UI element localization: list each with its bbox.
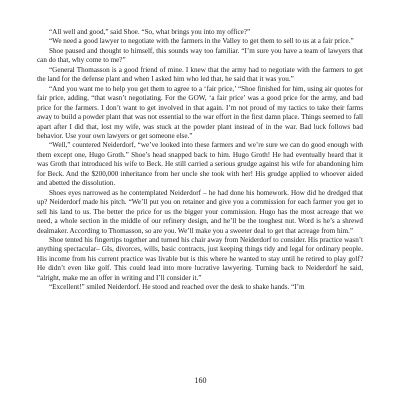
body-text: [37, 28, 363, 293]
paragraph: “We need a good lawyer to negotiate with the farmers in the Valley to get them to sell to us at a fair price.”: [49, 37, 354, 46]
paragraph: “General Thomasson is a good friend of mine. I knew that the army had to negotiate with the farmers to get the land for the defense plant and when I asked him who led that, he said that it was you.”: [37, 65, 363, 84]
page-number: 160: [194, 376, 207, 385]
paragraph: “Well,” countered Neiderdorf, “we’ve looked into these farmers and we’re sure we can do good enough with them except one, Hugo Groth.” Shoe’s head snapped back to him. Hugo Groth! He had eventually heard that it was Groth that introduced his wife to Beck. He still carried a serious grudge against his wife for abandoning him for Beck. And the $200,000 inheritance from her uncle she took with her! His grudge applied to whoever aided and abetted the dissolution.: [37, 141, 363, 188]
paragraph: Shoes eyes narrowed as he contemplated Neiderdorf – he had done his homework. How did he dredged that up? Neiderdorf made his pitch. “We’ll put you on retainer and give you a commission for each farmer you get to sell his land to us. The better the price for us the bigger your commission. Hugo has the most acreage that we need, a whole section in the middle of our refinery design, and he’ll be the toughest nut. Word is he’s a shrewd dealmaker. According to Thomasson, so are you. We’ll make you a sweeter deal to get that acreage from him.”: [37, 188, 363, 235]
paragraph: “Excellent!” smiled Neiderdorf. He stood and reached over the desk to shake hands. “I’m: [49, 283, 305, 292]
paragraph: Shoe tented his fingertips together and turned his chair away from Neiderdorf to consider. His practice wasn’t anything spectacular– GIs, divorces, wills, basic contracts, just keeping things tidy and legal for ordinary people. His income from his current practice was livable but is this where he wanted to stay until he retired to play golf? He didn’t even like golf. This could lead into more lucrative lawyering. Turning back to Neiderdorf he said, “alright, make me an offer in writing and I’ll consider it.”: [37, 235, 363, 282]
paragraph: “All well and good,” said Shoe. “So, what brings you into my office?”: [49, 28, 251, 36]
paragraph: “And you want me to help you get them to agree to a ‘fair price,’ “Shoe finished for him, using air quotes for fair price, adding, “that wasn’t negotiating. For the GOW, ‘a fair price’ was a good price for the army, and bad price for the farmers. I don’t want to get involved in that again. I’m not proud of my tactics to take their farms away to build a powder plant that was not essential to the war effort in the first damn place. Things seemed to fall apart after I did that, lost my wife, was stuck at the powder plant instead of in the war. Bad luck follows bad behavior. Use your own lawyers or get someone else.”: [37, 84, 363, 140]
paragraph: Shoe paused and thought to himself, this sounds way too familiar. “I’m sure you have a team of lawyers that can do that, why come to me?”: [37, 46, 363, 65]
